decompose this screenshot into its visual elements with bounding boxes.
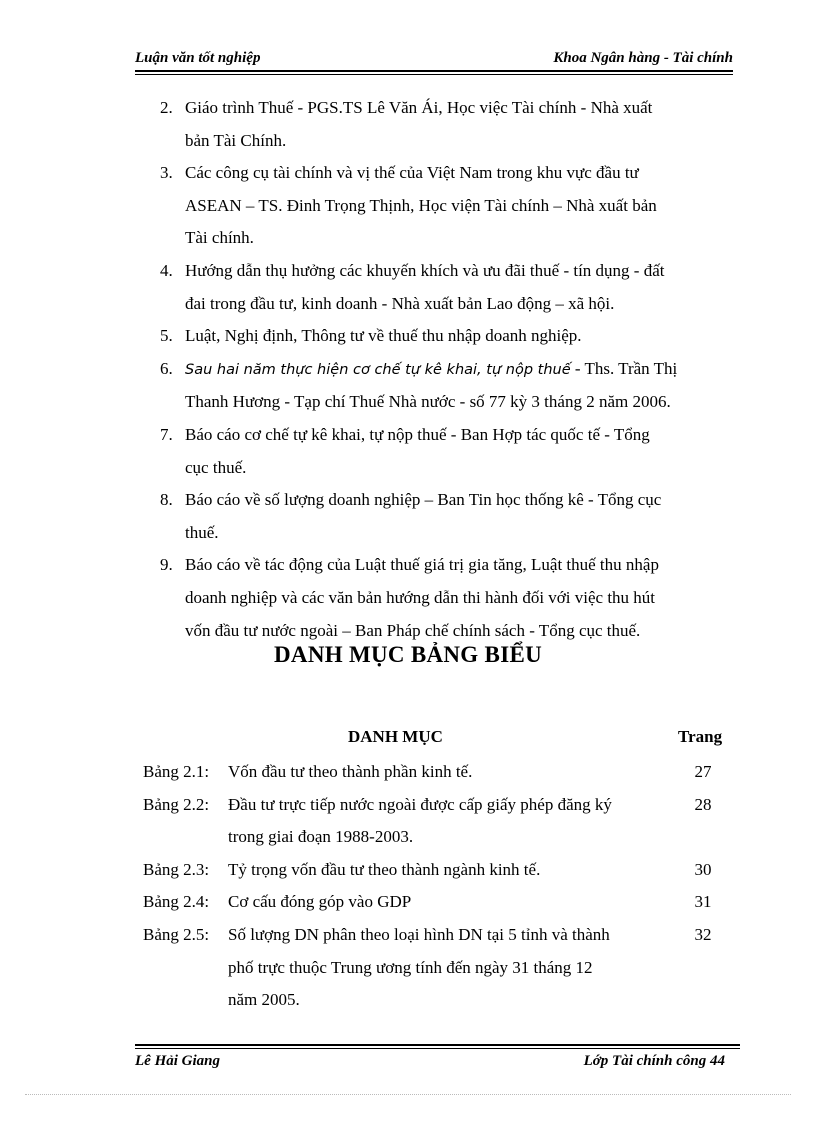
reference-line: Thanh Hương - Tạp chí Thuế Nhà nước - số 77 kỳ 3 tháng 2 năm 2006. [185, 392, 671, 412]
table-caption-line: Vốn đầu tư theo thành phần kinh tế. [228, 762, 473, 781]
table-caption-line: năm 2005. [228, 990, 300, 1010]
reference-item [160, 353, 735, 419]
page-footer [135, 1044, 740, 1076]
table-caption-line: Cơ cấu đóng góp vào GDP [228, 892, 412, 912]
reference-item [160, 92, 735, 157]
table-caption-line: Đầu tư trực tiếp nước ngoài được cấp giấy phép đăng ký [228, 794, 612, 814]
reference-line: cục thuế. [185, 457, 247, 477]
table-label: Bảng 2.1: [143, 762, 210, 781]
header-right: Khoa Ngân hàng - Tài chính [553, 50, 733, 66]
reference-number: 2. [160, 98, 173, 117]
table-list-row [143, 756, 743, 789]
reference-line: Giáo trình Thuế - PGS.TS Lê Văn Ái, Học việc Tài chính - Nhà xuất [185, 98, 653, 117]
reference-line: Các công cụ tài chính và vị thế của Việt Nam trong khu vực đầu tư [185, 163, 639, 183]
reference-line: thuế. [185, 522, 219, 542]
table-list-row [143, 789, 743, 854]
reference-line: Hướng dẫn thụ hưởng các khuyến khích và ưu đãi thuế - tín dụng - đất [185, 260, 665, 280]
table-page-number: 28 [694, 794, 712, 814]
table-label: Bảng 2.4: [143, 892, 210, 912]
reference-line: bản Tài Chính. [185, 130, 287, 150]
reference-line: Báo cáo về số lượng doanh nghiệp – Ban Tin học thống kê - Tổng cục [185, 490, 662, 510]
table-caption-line: Tỷ trọng vốn đầu tư theo thành ngành kinh tế. [228, 859, 541, 879]
table-label: Bảng 2.5: [143, 924, 210, 944]
page-edge [25, 1094, 791, 1095]
table-list-row [143, 854, 743, 887]
reference-item [160, 484, 735, 549]
reference-line: Báo cáo về tác động của Luật thuế giá trị gia tăng, Luật thuế thu nhập [185, 555, 659, 575]
reference-line: ASEAN – TS. Đinh Trọng Thịnh, Học viện Tài chính – Nhà xuất bản [185, 195, 657, 215]
toc-column-page: Trang [678, 727, 723, 746]
table-list-row [143, 886, 743, 919]
reference-author: - Ths. Trần Thị [570, 358, 678, 378]
table-page-number: 32 [694, 924, 712, 944]
table-label: Bảng 2.3: [143, 859, 210, 879]
table-list-row [143, 919, 743, 1017]
toc-column-title: DANH MỤC [348, 727, 443, 746]
footer-class: Lớp Tài chính công 44 [583, 1053, 725, 1069]
reference-number: 6. [160, 358, 173, 378]
reference-number: 9. [160, 555, 173, 575]
reference-number: 8. [160, 490, 173, 510]
page-header [135, 48, 733, 72]
footer-rule [135, 1048, 740, 1049]
reference-line: đai trong đầu tư, kinh doanh - Nhà xuất bản Lao động – xã hội. [185, 293, 615, 313]
reference-item [160, 419, 735, 484]
table-caption-line: trong giai đoạn 1988-2003. [228, 827, 414, 847]
reference-italic-title: Sau hai năm thực hiện cơ chế tự kê khai, tự nộp thuế [185, 361, 571, 378]
reference-number: 4. [160, 260, 173, 280]
table-caption-line: phố trực thuộc Trung ương tính đến ngày 31 tháng 12 [228, 957, 593, 977]
reference-item [160, 320, 735, 353]
header-rule [135, 74, 733, 75]
table-caption-line: Số lượng DN phân theo loại hình DN tại 5 tỉnh và thành [228, 924, 610, 944]
reference-line: vốn đầu tư nước ngoài – Ban Pháp chế chính sách - Tổng cục thuế. [185, 620, 641, 640]
reference-line: Tài chính. [185, 228, 254, 248]
reference-number: 3. [160, 163, 173, 183]
table-page-number: 31 [694, 892, 712, 912]
header-left: Luận văn tốt nghiệp [135, 50, 261, 66]
reference-number: 7. [160, 424, 173, 444]
table-page-number: 30 [694, 859, 712, 879]
section-title: DANH MỤC BẢNG BIỂU [274, 642, 542, 667]
table-page-number: 27 [694, 762, 712, 781]
reference-list [160, 92, 735, 647]
reference-item [160, 255, 735, 320]
reference-item [160, 549, 735, 647]
reference-item [160, 157, 735, 255]
table-label: Bảng 2.2: [143, 794, 210, 814]
reference-number: 5. [160, 326, 173, 346]
table-list [143, 756, 743, 1017]
footer-author: Lê Hải Giang [135, 1053, 220, 1069]
reference-line [185, 353, 735, 387]
reference-line: Báo cáo cơ chế tự kê khai, tự nộp thuế - Ban Hợp tác quốc tế - Tổng [185, 424, 650, 444]
reference-line: Luật, Nghị định, Thông tư về thuế thu nhập doanh nghiệp. [185, 326, 582, 346]
reference-line: doanh nghiệp và các văn bản hướng dẫn thi hành đối với việc thu hút [185, 587, 656, 607]
